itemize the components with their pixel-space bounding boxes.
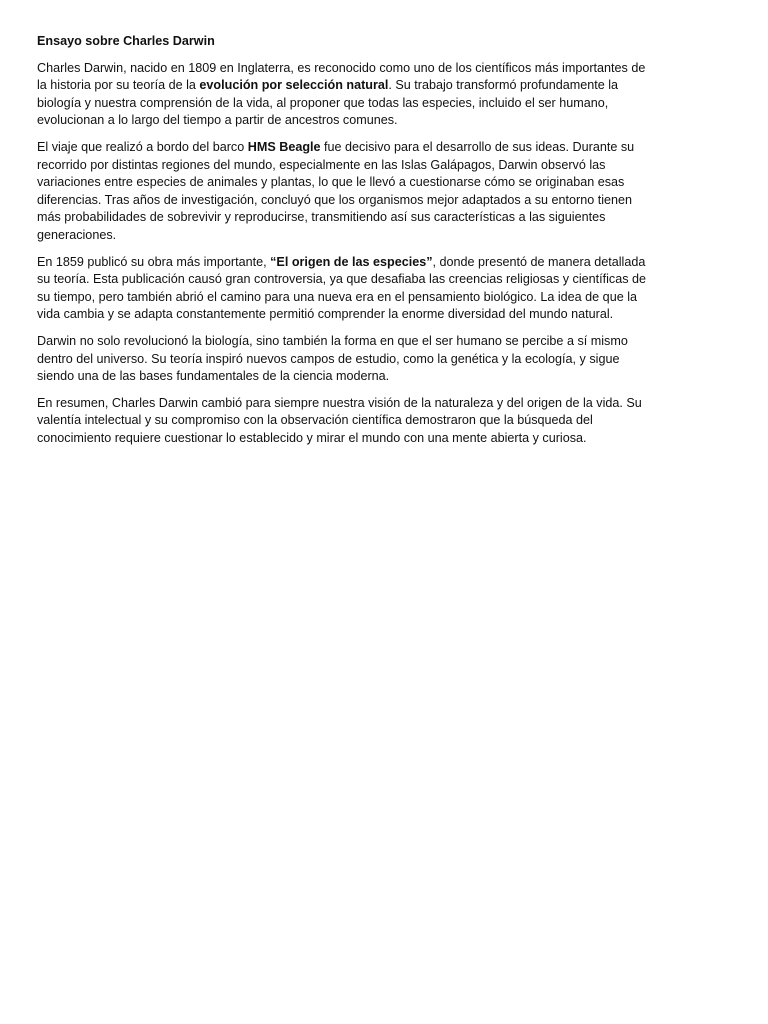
- paragraph-3-text-a: En 1859 publicó su obra más importante,: [37, 254, 271, 269]
- document-page: [37, 33, 657, 456]
- paragraph-3: [37, 254, 657, 324]
- paragraph-5: En resumen, Charles Darwin cambió para siempre nuestra visión de la naturaleza y del origen de la vida. Su valentía intelectual y su compromiso con la observación científica demostraron que la búsqueda del conocimiento requiere cuestionar lo establecido y mirar el mundo con una mente abierta y curiosa.: [37, 395, 642, 445]
- paragraph-4: Darwin no solo revolucionó la biología, sino también la forma en que el ser humano se percibe a sí mismo dentro del universo. Su teoría inspiró nuevos campos de estudio, como la genética y la ecología, y sigue siendo una de las bases fundamentales de la ciencia moderna.: [37, 333, 628, 384]
- paragraph-3-text-c: , donde presentó de manera detallada su teoría. Esta publicación causó gran controversia, ya que desafiaba las creencias religiosas y científicas de su tiempo, pero también abrió el camino para una nueva era en el pensamiento biológico. La idea de que la vida cambia y se adapta constantemente permitió comprender la enorme diversidad del mundo natural.: [37, 254, 647, 322]
- paragraph-2-text-c: fue decisivo para el desarrollo de sus ideas. Durante su recorrido por distintas regiones del mundo, especialmente en las Islas Galápagos, Darwin observó las variaciones entre especies de animales y plantas, lo que le llevó a cuestionarse cómo se originaban esas diferencias. Tras años de investigación, concluyó que los organismos mejor adaptados a su entorno tienen más probabilidades de sobrevivir y reproducirse, transmitiendo así sus características a las siguientes generaciones.: [37, 139, 635, 242]
- paragraph-2-bold: HMS Beagle: [247, 139, 321, 154]
- paragraph-1-text-a: Charles Darwin, nacido en 1809 en Inglaterra, es reconocido como uno de los científicos más importantes de la historia por su teoría de la: [37, 60, 646, 93]
- paragraph-3-bold: “El origen de las especies”: [270, 254, 433, 269]
- paragraph-1: [37, 60, 657, 130]
- paragraph-1-text-c: . Su trabajo transformó profundamente la biología y nuestra comprensión de la vida, al proponer que todas las especies, incluido el ser humano, evolucionan a lo largo del tiempo a partir de ancestros comunes.: [37, 78, 619, 128]
- paragraph-2: [37, 139, 657, 245]
- paragraph-1-bold: evolución por selección natural: [199, 78, 389, 93]
- document-title: Ensayo sobre Charles Darwin: [37, 34, 215, 48]
- paragraph-2-text-a: El viaje que realizó a bordo del barco: [37, 139, 248, 154]
